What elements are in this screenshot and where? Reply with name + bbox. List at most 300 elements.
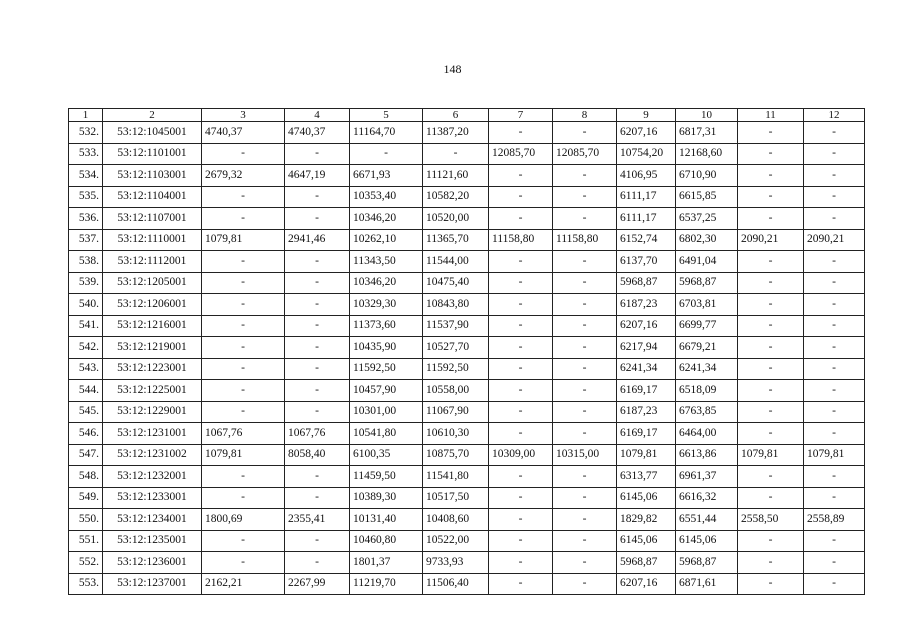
value-cell: 6551,44 [676,509,738,531]
value-cell: 11343,50 [350,251,423,273]
value-cell: - [489,552,553,574]
cadastral-code-cell: 53:12:1236001 [103,552,202,574]
value-cell: - [804,466,865,488]
value-cell: - [804,423,865,445]
row-number-cell: 532. [69,122,103,144]
value-cell: 6169,17 [617,423,676,445]
value-cell: 5968,87 [617,552,676,574]
value-cell: 11158,80 [553,229,617,251]
row-number-cell: 537. [69,229,103,251]
row-number-cell: 533. [69,143,103,165]
value-cell: - [489,509,553,531]
value-cell: - [738,530,804,552]
value-cell: 11541,80 [423,466,489,488]
value-cell: 10558,00 [423,380,489,402]
value-cell: - [738,337,804,359]
value-cell: - [553,401,617,423]
value-cell: 1079,81 [202,444,285,466]
table-row [69,143,865,165]
row-number-cell: 549. [69,487,103,509]
value-cell: - [738,380,804,402]
value-cell: - [285,552,350,574]
value-cell: 1079,81 [202,229,285,251]
value-cell: - [285,143,350,165]
value-cell: - [738,487,804,509]
value-cell: 10457,90 [350,380,423,402]
row-number-cell: 534. [69,165,103,187]
value-cell: - [202,143,285,165]
table-row [69,337,865,359]
value-cell: 6537,25 [676,208,738,230]
value-cell: - [285,358,350,380]
cadastral-code-cell: 53:12:1112001 [103,251,202,273]
value-cell: 10309,00 [489,444,553,466]
value-cell: 6710,90 [676,165,738,187]
value-cell: - [738,186,804,208]
value-cell: - [738,401,804,423]
value-cell: 11592,50 [423,358,489,380]
column-header-6: 6 [423,109,489,122]
table-header-row [69,109,865,122]
value-cell: 6615,85 [676,186,738,208]
value-cell: - [202,186,285,208]
value-cell: - [553,315,617,337]
value-cell: - [553,530,617,552]
value-cell: - [738,143,804,165]
value-cell: 6491,04 [676,251,738,273]
value-cell: - [738,122,804,144]
value-cell: 6616,32 [676,487,738,509]
value-cell: - [553,272,617,294]
row-number-cell: 535. [69,186,103,208]
value-cell: - [489,358,553,380]
value-cell: - [202,530,285,552]
value-cell: 1067,76 [285,423,350,445]
value-cell: 5968,87 [617,272,676,294]
value-cell: - [202,552,285,574]
cadastral-code-cell: 53:12:1223001 [103,358,202,380]
column-header-8: 8 [553,109,617,122]
value-cell: 10582,20 [423,186,489,208]
value-cell: 6241,34 [676,358,738,380]
value-cell: 6313,77 [617,466,676,488]
value-cell: 2558,50 [738,509,804,531]
cadastral-code-cell: 53:12:1234001 [103,509,202,531]
value-cell: 2267,99 [285,573,350,595]
value-cell: - [553,358,617,380]
table-row [69,530,865,552]
value-cell: - [804,208,865,230]
value-cell: 10353,40 [350,186,423,208]
value-cell: - [804,143,865,165]
value-cell: - [202,401,285,423]
value-cell: - [285,337,350,359]
cadastral-code-cell: 53:12:1205001 [103,272,202,294]
table-row [69,423,865,445]
value-cell: - [285,251,350,273]
table-row [69,272,865,294]
value-cell: - [553,380,617,402]
value-cell: - [804,186,865,208]
value-cell: - [202,337,285,359]
row-number-cell: 552. [69,552,103,574]
value-cell: 2558,89 [804,509,865,531]
value-cell: 10131,40 [350,509,423,531]
row-number-cell: 545. [69,401,103,423]
cadastral-code-cell: 53:12:1231001 [103,423,202,445]
value-cell: - [738,272,804,294]
cadastral-code-cell: 53:12:1237001 [103,573,202,595]
value-cell: - [489,315,553,337]
row-number-cell: 553. [69,573,103,595]
value-cell: - [804,358,865,380]
value-cell: 11365,70 [423,229,489,251]
column-header-12: 12 [804,109,865,122]
value-cell: 5968,87 [676,272,738,294]
value-cell: 10843,80 [423,294,489,316]
cadastral-code-cell: 53:12:1232001 [103,466,202,488]
value-cell: - [804,251,865,273]
value-cell: 6802,30 [676,229,738,251]
value-cell: 6145,06 [617,487,676,509]
value-cell: 10875,70 [423,444,489,466]
value-cell: 6241,34 [617,358,676,380]
value-cell: 6679,21 [676,337,738,359]
column-header-9: 9 [617,109,676,122]
table-row [69,444,865,466]
cadastral-code-cell: 53:12:1229001 [103,401,202,423]
cadastral-code-cell: 53:12:1206001 [103,294,202,316]
row-number-cell: 550. [69,509,103,531]
value-cell: - [738,423,804,445]
value-cell: 6111,17 [617,208,676,230]
cadastral-code-cell: 53:12:1104001 [103,186,202,208]
value-cell: 6871,61 [676,573,738,595]
value-cell: 6817,31 [676,122,738,144]
column-header-2: 2 [103,109,202,122]
table-row [69,229,865,251]
value-cell: - [804,380,865,402]
table-row [69,186,865,208]
value-cell: - [804,401,865,423]
cadastral-code-cell: 53:12:1101001 [103,143,202,165]
value-cell: 11373,60 [350,315,423,337]
value-cell: - [285,401,350,423]
value-cell: 10408,60 [423,509,489,531]
value-cell: - [553,208,617,230]
value-cell: 6613,86 [676,444,738,466]
table-row [69,358,865,380]
value-cell: 6207,16 [617,573,676,595]
table-row [69,251,865,273]
value-cell: 6207,16 [617,122,676,144]
value-cell: - [804,315,865,337]
value-cell: 10522,00 [423,530,489,552]
row-number-cell: 544. [69,380,103,402]
table-row [69,208,865,230]
value-cell: - [285,530,350,552]
value-cell: 1067,76 [202,423,285,445]
row-number-cell: 548. [69,466,103,488]
value-cell: 11459,50 [350,466,423,488]
table-row [69,380,865,402]
value-cell: 4647,19 [285,165,350,187]
cadastral-code-cell: 53:12:1225001 [103,380,202,402]
value-cell: - [202,380,285,402]
value-cell: 10315,00 [553,444,617,466]
value-cell: 6100,35 [350,444,423,466]
table-row [69,122,865,144]
column-header-11: 11 [738,109,804,122]
value-cell: 10460,80 [350,530,423,552]
value-cell: 4106,95 [617,165,676,187]
row-number-cell: 538. [69,251,103,273]
value-cell: - [202,487,285,509]
value-cell: - [489,380,553,402]
value-cell: 10475,40 [423,272,489,294]
value-cell: 4740,37 [285,122,350,144]
value-cell: 2941,46 [285,229,350,251]
table-row [69,487,865,509]
value-cell: 11506,40 [423,573,489,595]
value-cell: - [553,509,617,531]
value-cell: - [489,423,553,445]
value-cell: 6217,94 [617,337,676,359]
value-cell: 6464,00 [676,423,738,445]
value-cell: 11164,70 [350,122,423,144]
table-row [69,315,865,337]
value-cell: 10754,20 [617,143,676,165]
value-cell: 12085,70 [489,143,553,165]
cadastral-code-cell: 53:12:1231002 [103,444,202,466]
value-cell: 10610,30 [423,423,489,445]
cadastral-code-cell: 53:12:1216001 [103,315,202,337]
value-cell: - [738,208,804,230]
value-cell: 6207,16 [617,315,676,337]
value-cell: - [804,573,865,595]
value-cell: - [553,251,617,273]
value-cell: 10346,20 [350,272,423,294]
value-cell: - [553,552,617,574]
value-cell: - [553,165,617,187]
row-number-cell: 539. [69,272,103,294]
value-cell: 6187,23 [617,401,676,423]
value-cell: - [285,380,350,402]
column-header-7: 7 [489,109,553,122]
table-row [69,294,865,316]
row-number-cell: 543. [69,358,103,380]
cadastral-code-cell: 53:12:1235001 [103,530,202,552]
value-cell: 11592,50 [350,358,423,380]
value-cell: 10520,00 [423,208,489,230]
cadastral-code-cell: 53:12:1110001 [103,229,202,251]
value-cell: - [738,466,804,488]
value-cell: 9733,93 [423,552,489,574]
value-cell: - [489,530,553,552]
value-cell: - [489,337,553,359]
value-cell: 5968,87 [676,552,738,574]
table-row [69,466,865,488]
value-cell: - [553,487,617,509]
value-cell: - [285,186,350,208]
value-cell: 1801,37 [350,552,423,574]
value-cell: 11121,60 [423,165,489,187]
value-cell: - [738,294,804,316]
value-cell: 8058,40 [285,444,350,466]
value-cell: - [489,165,553,187]
value-cell: - [489,401,553,423]
cadastral-code-cell: 53:12:1107001 [103,208,202,230]
value-cell: - [285,294,350,316]
row-number-cell: 541. [69,315,103,337]
value-cell: 4740,37 [202,122,285,144]
row-number-cell: 536. [69,208,103,230]
value-cell: - [489,487,553,509]
value-cell: - [489,272,553,294]
value-cell: - [553,573,617,595]
table-row [69,165,865,187]
value-cell: 6671,93 [350,165,423,187]
value-cell: - [350,143,423,165]
value-cell: - [202,251,285,273]
value-cell: - [489,208,553,230]
value-cell: - [804,337,865,359]
value-cell: 10541,80 [350,423,423,445]
cadastral-value-table [68,108,865,595]
value-cell: 10527,70 [423,337,489,359]
table-row [69,509,865,531]
value-cell: - [489,186,553,208]
value-cell: - [738,552,804,574]
value-cell: - [804,272,865,294]
value-cell: - [553,186,617,208]
value-cell: 10329,30 [350,294,423,316]
value-cell: - [202,315,285,337]
row-number-cell: 546. [69,423,103,445]
value-cell: - [489,466,553,488]
column-header-5: 5 [350,109,423,122]
value-cell: 10517,50 [423,487,489,509]
value-cell: 2162,21 [202,573,285,595]
value-cell: - [489,122,553,144]
value-cell: - [553,423,617,445]
value-cell: 6187,23 [617,294,676,316]
value-cell: 6961,37 [676,466,738,488]
value-cell: - [202,294,285,316]
value-cell: 11544,00 [423,251,489,273]
value-cell: - [804,552,865,574]
value-cell: - [489,294,553,316]
value-cell: - [553,122,617,144]
value-cell: - [285,315,350,337]
value-cell: - [804,122,865,144]
value-cell: 2679,32 [202,165,285,187]
value-cell: - [285,208,350,230]
value-cell: 6145,06 [676,530,738,552]
column-header-1: 1 [69,109,103,122]
value-cell: 11158,80 [489,229,553,251]
column-header-10: 10 [676,109,738,122]
value-cell: - [202,208,285,230]
value-cell: - [285,487,350,509]
row-number-cell: 547. [69,444,103,466]
value-cell: - [489,573,553,595]
value-cell: - [804,487,865,509]
table-row [69,573,865,595]
value-cell: 10346,20 [350,208,423,230]
value-cell: 2090,21 [804,229,865,251]
value-cell: - [202,272,285,294]
cadastral-code-cell: 53:12:1103001 [103,165,202,187]
value-cell: - [553,337,617,359]
value-cell: 10301,00 [350,401,423,423]
value-cell: 12168,60 [676,143,738,165]
value-cell: 6145,06 [617,530,676,552]
row-number-cell: 542. [69,337,103,359]
row-number-cell: 551. [69,530,103,552]
value-cell: - [804,294,865,316]
value-cell: 2355,41 [285,509,350,531]
table-row [69,552,865,574]
value-cell: 6152,74 [617,229,676,251]
value-cell: - [489,251,553,273]
value-cell: 2090,21 [738,229,804,251]
value-cell: 6169,17 [617,380,676,402]
value-cell: - [553,466,617,488]
value-cell: 1079,81 [617,444,676,466]
value-cell: - [423,143,489,165]
value-cell: 6518,09 [676,380,738,402]
value-cell: - [285,272,350,294]
value-cell: - [738,573,804,595]
value-cell: 6111,17 [617,186,676,208]
value-cell: - [738,165,804,187]
value-cell: 6703,81 [676,294,738,316]
value-cell: 1079,81 [738,444,804,466]
value-cell: 10262,10 [350,229,423,251]
value-cell: - [202,466,285,488]
value-cell: 6137,70 [617,251,676,273]
value-cell: 10435,90 [350,337,423,359]
value-cell: 1800,69 [202,509,285,531]
value-cell: - [553,294,617,316]
value-cell: - [738,251,804,273]
value-cell: 11219,70 [350,573,423,595]
cadastral-code-cell: 53:12:1219001 [103,337,202,359]
value-cell: 1079,81 [804,444,865,466]
value-cell: - [804,165,865,187]
value-cell: - [738,315,804,337]
value-cell: 11387,20 [423,122,489,144]
column-header-3: 3 [202,109,285,122]
value-cell: - [804,530,865,552]
column-header-4: 4 [285,109,350,122]
cadastral-code-cell: 53:12:1045001 [103,122,202,144]
value-cell: 1829,82 [617,509,676,531]
value-cell: 6699,77 [676,315,738,337]
value-cell: 11537,90 [423,315,489,337]
value-cell: 6763,85 [676,401,738,423]
table-row [69,401,865,423]
value-cell: - [285,466,350,488]
value-cell: - [738,358,804,380]
value-cell: 10389,30 [350,487,423,509]
row-number-cell: 540. [69,294,103,316]
cadastral-code-cell: 53:12:1233001 [103,487,202,509]
page-number: 148 [443,62,462,76]
value-cell: 12085,70 [553,143,617,165]
value-cell: 11067,90 [423,401,489,423]
